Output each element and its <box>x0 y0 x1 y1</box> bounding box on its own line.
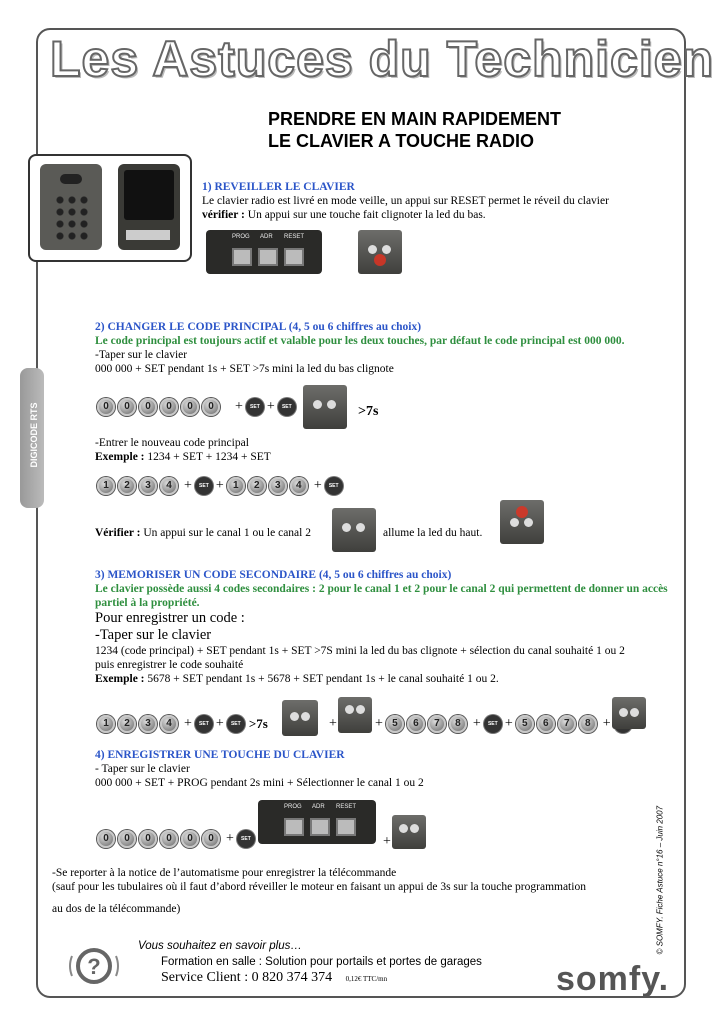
keys-row-000000-set <box>97 830 269 848</box>
key-3: 3 <box>269 477 287 495</box>
prog-label: PROG <box>284 804 302 810</box>
channel-pad-image <box>332 508 376 552</box>
key-3: 3 <box>139 477 157 495</box>
footnote-line1: -Se reporter à la notice de l’automatisme pour enregistrer la télécommande <box>52 867 397 879</box>
key-1: 1 <box>227 477 245 495</box>
section2-verify <box>95 526 311 540</box>
banner-title: Les Astuces du Technicien <box>50 31 715 87</box>
reset-panel-image <box>206 230 322 274</box>
channel-pad-image <box>303 385 347 429</box>
key-2: 2 <box>248 477 266 495</box>
section1-text: Le clavier radio est livré en mode veille, un appui sur RESET permet le réveil du clavier <box>202 195 609 207</box>
key-4: 4 <box>160 715 178 733</box>
set-key: SET <box>237 830 255 848</box>
plus: + <box>226 831 234 847</box>
key-0: 0 <box>97 830 115 848</box>
section4-line2: 000 000 + SET + PROG pendant 2s mini + Sélectionner le canal 1 ou 2 <box>95 777 424 789</box>
plus: + <box>504 716 513 732</box>
section4-title: 4) ENREGISTRER UNE TOUCHE DU CLAVIER <box>95 749 345 761</box>
key-5: 5 <box>516 715 534 733</box>
plus: + <box>313 478 322 494</box>
key-6: 6 <box>537 715 555 733</box>
section3-line4: puis enregistrer le code souhaité <box>95 659 244 671</box>
section1-verify <box>202 208 682 222</box>
section2-step1b: 000 000 + SET pendant 1s + SET >7s mini la led du bas clignote <box>95 363 394 375</box>
key-0: 0 <box>118 830 136 848</box>
key-0: 0 <box>139 830 157 848</box>
set-key: SET <box>484 715 502 733</box>
plus: + <box>383 834 391 849</box>
example-label: Exemple : <box>95 451 145 463</box>
key-0: 0 <box>97 398 115 416</box>
plus: + <box>266 399 275 415</box>
key-0: 0 <box>160 398 178 416</box>
plus: + <box>184 716 192 732</box>
plus: + <box>235 399 243 415</box>
footnote-line2: (sauf pour les tubulaires où il faut d’abord réveiller le moteur en faisant un appui de 3s sur la touche programmation <box>52 881 586 893</box>
key-4: 4 <box>290 477 308 495</box>
keys-row-secondary-code <box>97 715 268 733</box>
example-text: 5678 + SET pendant 1s + 5678 + SET pendant 1s + le canal souhaité 1 ou 2. <box>144 673 499 685</box>
keys-row-000000 <box>97 398 296 416</box>
prog-label: PROG <box>232 234 250 240</box>
service-price: 0,12€ TTC/mn <box>345 975 388 983</box>
set-key: SET <box>227 715 245 733</box>
key-7: 7 <box>428 715 446 733</box>
keys-row-1234-set <box>97 477 343 495</box>
key-5: 5 <box>386 715 404 733</box>
hold-7s-label: >7s <box>248 716 268 732</box>
reset-label: RESET <box>284 234 305 240</box>
key-0: 0 <box>160 830 178 848</box>
reset-label: RESET <box>336 804 357 810</box>
hold-7s-label: >7s <box>358 404 379 419</box>
plus: + <box>215 716 224 732</box>
channel-pad-image <box>282 700 318 736</box>
adr-label: ADR <box>260 234 273 240</box>
key-6: 6 <box>407 715 425 733</box>
question-icon <box>68 946 120 986</box>
section2-title: 2) CHANGER LE CODE PRINCIPAL (4, 5 ou 6 chiffres au choix) <box>95 321 422 333</box>
key-4: 4 <box>160 477 178 495</box>
verify-text: Un appui sur le canal 1 ou le canal 2 <box>140 527 311 539</box>
section2 <box>95 320 675 376</box>
key-0: 0 <box>202 398 220 416</box>
section2-step2: -Entrer le nouveau code principal <box>95 437 249 449</box>
key-0: 0 <box>202 830 220 848</box>
section2-note: Le code principal est toujours actif et valable pour les deux touches, par défaut le code principal est 000 000. <box>95 335 625 347</box>
key-3: 3 <box>139 715 157 733</box>
adr-label: ADR <box>312 804 325 810</box>
set-key: SET <box>246 398 264 416</box>
key-0: 0 <box>181 830 199 848</box>
keys-row-5678 <box>372 715 646 733</box>
section3 <box>95 568 675 686</box>
prog-panel-image <box>258 800 376 844</box>
section4 <box>95 748 655 790</box>
side-tab-label: DIGICODE RTS <box>29 402 39 468</box>
key-8: 8 <box>579 715 597 733</box>
key-0: 0 <box>181 398 199 416</box>
keypad-back-image <box>118 164 180 250</box>
set-key: SET <box>195 715 213 733</box>
example-text: 1234 + SET + 1234 + SET <box>144 451 271 463</box>
keypad-front-image <box>40 164 102 250</box>
section4-line1: - Taper sur le clavier <box>95 763 190 775</box>
verify-label: vérifier : <box>202 209 245 221</box>
channel-pad-led-bottom <box>358 230 402 274</box>
set-key: SET <box>195 477 213 495</box>
headline-line2: LE CLAVIER A TOUCHE RADIO <box>268 131 535 151</box>
footer-training: Formation en salle : Solution pour portails et portes de garages <box>161 956 482 968</box>
footer-service-line <box>161 970 387 986</box>
key-0: 0 <box>139 398 157 416</box>
section1 <box>202 180 682 222</box>
plus: + <box>472 716 481 732</box>
headline <box>268 108 561 152</box>
key-7: 7 <box>558 715 576 733</box>
section2-step2-block <box>95 436 271 464</box>
key-1: 1 <box>97 715 115 733</box>
section3-line1: Pour enregistrer un code : <box>95 610 245 626</box>
svg-text:?: ? <box>87 954 101 979</box>
somfy-logo: somfy. <box>556 960 670 998</box>
key-2: 2 <box>118 477 136 495</box>
key-1: 1 <box>97 477 115 495</box>
copyright-note: © SOMFY. Fiche Astuce n°16 – Juin 2007 <box>655 805 665 955</box>
plus: + <box>184 478 192 494</box>
set-key: SET <box>325 477 343 495</box>
example-label: Exemple : <box>95 673 145 685</box>
footer-more: Vous souhaitez en savoir plus… <box>138 940 302 952</box>
headline-line1: PRENDRE EN MAIN RAPIDEMENT <box>268 109 562 129</box>
set-key: SET <box>278 398 296 416</box>
footnote <box>52 866 632 916</box>
verify-tail: allume la led du haut. <box>383 527 483 539</box>
service-phone: Service Client : 0 820 374 374 <box>161 970 333 985</box>
channel-pad-image <box>612 697 646 729</box>
section2-step1: -Taper sur le clavier <box>95 349 188 361</box>
section3-note: Le clavier possède aussi 4 codes secondaires : 2 pour le canal 1 et 2 pour le canal 2 qui permettent de donner un accès partiel à la propriété. <box>95 583 668 609</box>
key-0: 0 <box>118 398 136 416</box>
section1-title: 1) REVEILLER LE CLAVIER <box>202 181 355 193</box>
key-8: 8 <box>449 715 467 733</box>
channel-pad-image <box>338 697 372 733</box>
plus: + <box>329 716 337 731</box>
verify-text: Un appui sur une touche fait clignoter la led du bas. <box>244 209 486 221</box>
footnote-line3: au dos de la télécommande) <box>52 903 181 915</box>
plus: + <box>375 716 383 732</box>
section3-line2: -Taper sur le clavier <box>95 627 212 643</box>
channel-pad-image <box>392 815 426 849</box>
verify-label: Vérifier : <box>95 527 141 539</box>
channel-pad-led-top <box>500 500 544 544</box>
section3-line3: 1234 (code principal) + SET pendant 1s + SET >7S mini la led du bas clignote + sélection du canal souhaité 1 ou 2 <box>95 645 625 657</box>
plus: + <box>602 716 611 732</box>
key-2: 2 <box>118 715 136 733</box>
plus: + <box>215 478 224 494</box>
keypad-photo <box>28 154 192 262</box>
section3-title: 3) MEMORISER UN CODE SECONDAIRE (4, 5 ou 6 chiffres au choix) <box>95 569 452 581</box>
